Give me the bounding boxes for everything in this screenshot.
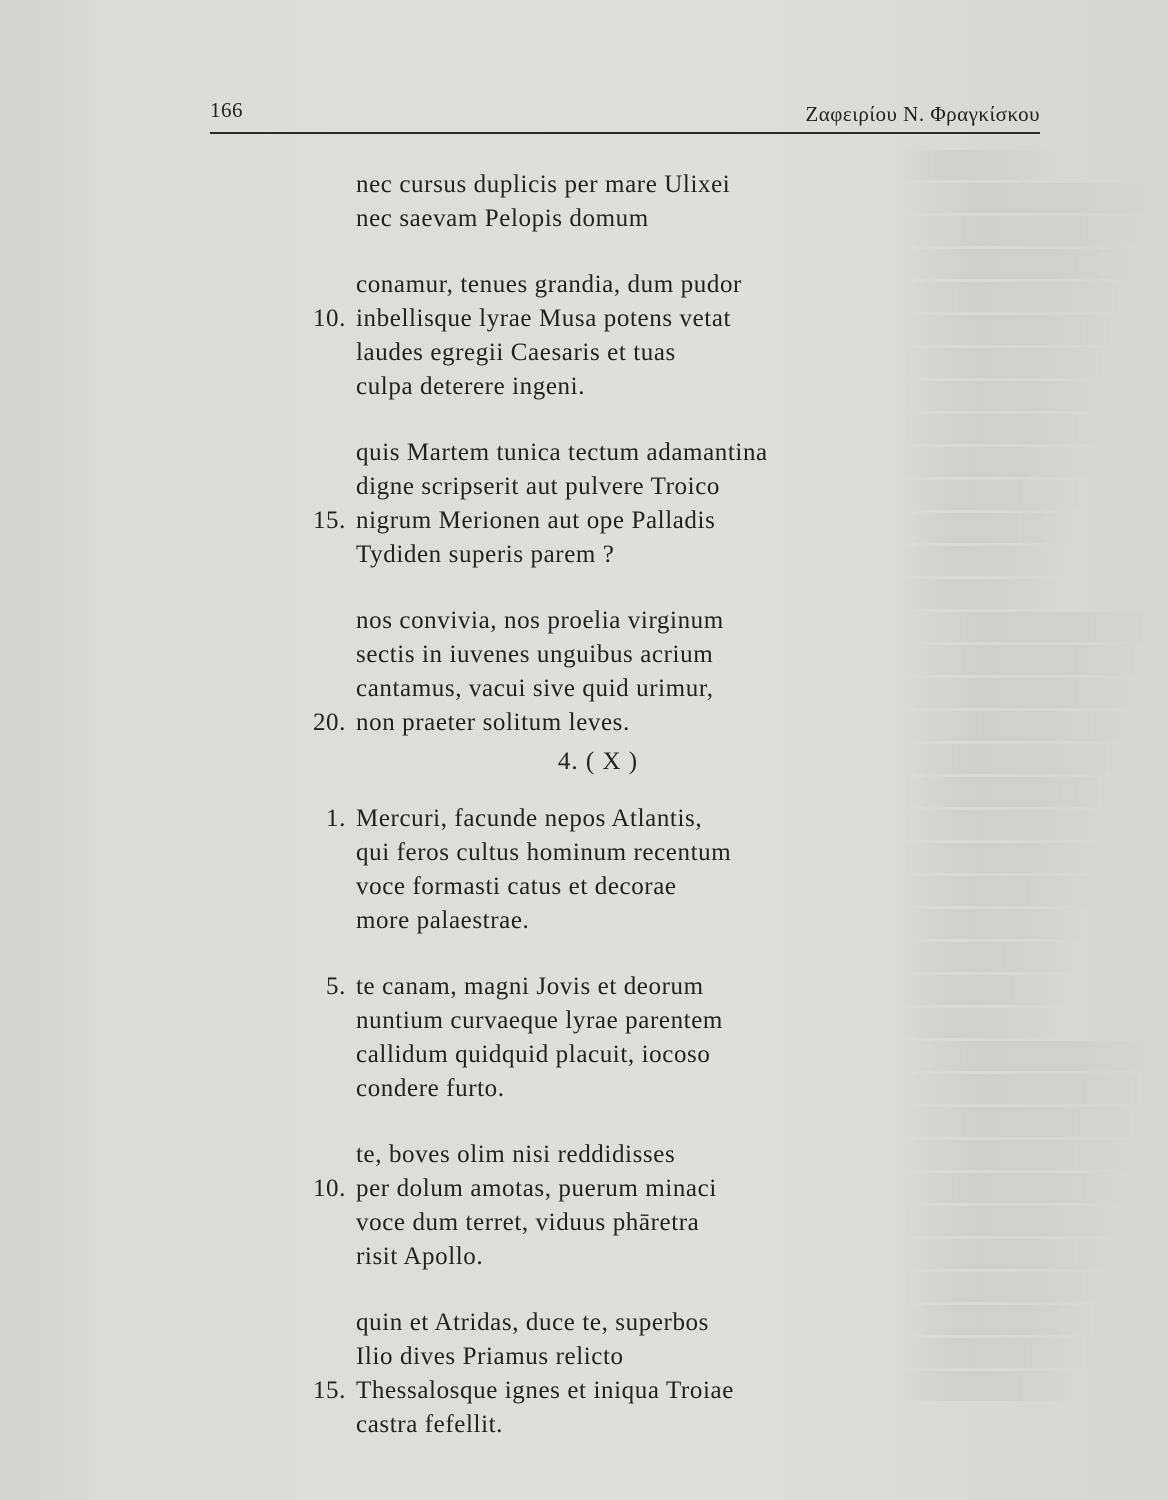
stanza-gap: [298, 1106, 938, 1138]
verse-line: [298, 706, 938, 740]
verse-line: [298, 302, 938, 336]
verse-text: te canam, magni Jovis et deorum: [356, 973, 704, 1000]
stanza: [298, 802, 938, 938]
stanza: [298, 970, 938, 1106]
verse-text: cantamus, vacui sive quid urimur,: [356, 675, 714, 702]
verse-line: [298, 1408, 938, 1442]
verse-text: inbellisque lyrae Musa potens vetat: [356, 305, 732, 332]
verse-text: non praeter solitum leves.: [356, 709, 630, 736]
line-number: 15.: [312, 1377, 346, 1404]
verse-text: laudes egregii Caesaris et tuas: [356, 339, 676, 366]
stanza-gap: [298, 938, 938, 970]
page-number: 166: [210, 98, 243, 122]
verse-text: quis Martem tunica tectum adamantina: [356, 439, 768, 466]
verse-line: [298, 870, 938, 904]
bleed-line: [900, 1041, 1157, 1071]
verse-line: [298, 638, 938, 672]
verse-text: conamur, tenues grandia, dum pudor: [356, 271, 742, 298]
verse-line: [298, 604, 938, 638]
verse-text: Mercuri, facunde nepos Atlantis,: [356, 805, 703, 832]
verse-line: [298, 970, 938, 1004]
stanza: [298, 1138, 938, 1274]
verse-text: sectis in iuvenes unguibus acrium: [356, 641, 714, 668]
verse-line: [298, 168, 938, 202]
verse-text: more palaestrae.: [356, 907, 530, 934]
page-header: [210, 98, 1040, 134]
stanza: [298, 268, 938, 404]
verse-text: nec cursus duplicis per mare Ulixei: [356, 171, 731, 198]
verse-line: [298, 1340, 938, 1374]
bleed-line: [900, 612, 1155, 642]
verse-line: [298, 836, 938, 870]
verse-text: Thessalosque ignes et iniqua Troiae: [356, 1377, 734, 1404]
verse-line: [298, 470, 938, 504]
line-number: 10.: [312, 1175, 346, 1202]
verse-text: culpa deterere ingeni.: [356, 373, 586, 400]
verse-text: Ilio dives Priamus relicto: [356, 1343, 624, 1370]
stanza-gap: [298, 236, 938, 268]
verse-line: [298, 1138, 938, 1172]
bleed-through-text: [900, 150, 1160, 1430]
verse-line: [298, 1038, 938, 1072]
verse-line: [298, 802, 938, 836]
verse-text: te, boves olim nisi reddidisses: [356, 1141, 676, 1168]
verse-line: [298, 904, 938, 938]
verse-line: [298, 1072, 938, 1106]
stanza-gap: [298, 572, 938, 604]
verse-text: per dolum amotas, puerum minaci: [356, 1175, 717, 1202]
header-rule: [210, 132, 1040, 134]
stanza-gap: [298, 784, 938, 802]
verse-line: [298, 672, 938, 706]
line-number: 5.: [326, 973, 346, 1000]
verse-text: Tydiden superis parem ?: [356, 541, 615, 568]
stanza-gap: [298, 1274, 938, 1306]
stanza: [298, 604, 938, 740]
stanza: [298, 168, 938, 236]
verse-text: callidum quidquid placuit, iocoso: [356, 1041, 711, 1068]
stanza: [298, 1306, 938, 1442]
section-title: 4. ( X ): [557, 748, 639, 775]
verse-line: [298, 1206, 938, 1240]
line-number: 1.: [326, 805, 346, 832]
verse-line: [298, 538, 938, 572]
verse-text: condere furto.: [356, 1075, 505, 1102]
poem-body: [298, 168, 938, 1442]
verse-line: [298, 370, 938, 404]
line-number: 15.: [312, 507, 346, 534]
verse-text: nec saevam Pelopis domum: [356, 205, 649, 232]
verse-text: nigrum Merionen aut ope Palladis: [356, 507, 716, 534]
verse-text: voce formasti catus et decorae: [356, 873, 677, 900]
verse-text: qui feros cultus hominum recentum: [356, 839, 732, 866]
verse-line: [298, 336, 938, 370]
verse-line: [298, 436, 938, 470]
verse-text: castra fefellit.: [356, 1411, 504, 1438]
verse-line: [298, 1004, 938, 1038]
verse-text: risit Apollo.: [356, 1243, 484, 1270]
verse-text: quin et Atridas, duce te, superbos: [356, 1309, 709, 1336]
verse-text: digne scripserit aut pulvere Troico: [356, 473, 720, 500]
stanza-gap: [298, 404, 938, 436]
verse-line: [298, 202, 938, 236]
verse-text: nuntium curvaeque lyrae parentem: [356, 1007, 723, 1034]
verse-line: [298, 1374, 938, 1408]
line-number: 10.: [312, 305, 346, 332]
stanza: [298, 436, 938, 572]
verse-line: [298, 1240, 938, 1274]
verse-line: [298, 1172, 938, 1206]
verse-text: nos convivia, nos proelia virginum: [356, 607, 724, 634]
verse-line: [298, 268, 938, 302]
line-number: 20.: [312, 709, 346, 736]
running-head: Ζαφειρίου Ν. Φραγκίσκου: [805, 102, 1040, 126]
verse-line: [298, 504, 938, 538]
verse-line: [298, 1306, 938, 1340]
verse-text: voce dum terret, viduus phāretra: [356, 1209, 700, 1236]
